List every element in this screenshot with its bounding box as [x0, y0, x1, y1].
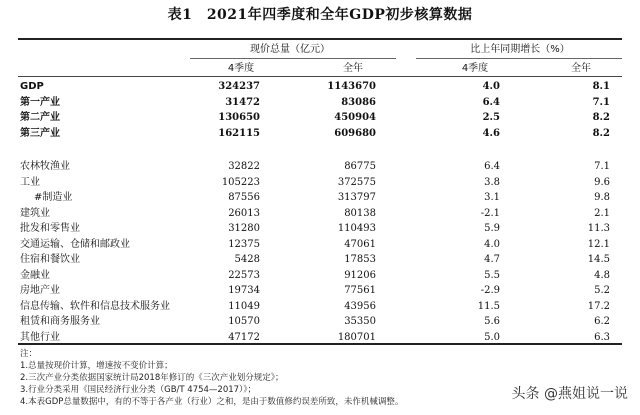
row-name: 农林牧渔业 — [20, 161, 70, 172]
header-growth-group: 比上年同期增长（%） — [470, 44, 570, 55]
year-total-cell: 313797 — [337, 192, 376, 203]
row-name: 住宿和餐饮业 — [20, 254, 80, 265]
year-total-cell: 77561 — [344, 285, 376, 296]
year-growth-cell: 6.3 — [594, 331, 610, 343]
q4-growth-cell: -2.1 — [480, 207, 500, 219]
row-name: #制造业 — [34, 192, 73, 203]
table-notes — [20, 348, 403, 408]
q4-growth-cell: 5.0 — [484, 331, 500, 343]
q4-growth-cell: -2.9 — [480, 285, 500, 296]
year-total-cell: 110493 — [337, 223, 376, 234]
q4-total-cell: 105223 — [221, 176, 260, 188]
year-total-cell: 450904 — [334, 112, 376, 123]
q4-total-cell: 324237 — [218, 81, 260, 92]
header-year-growth: 全年 — [571, 63, 591, 74]
table-row — [0, 237, 640, 252]
q4-growth-cell: 3.8 — [484, 176, 500, 188]
row-name: 其他行业 — [20, 331, 60, 343]
year-growth-cell: 8.1 — [592, 81, 610, 92]
q4-growth-cell: 3.1 — [484, 192, 500, 203]
q4-growth-cell: 5.9 — [484, 223, 500, 234]
top-rule — [18, 38, 622, 40]
table-row — [0, 110, 640, 125]
bottom-rule — [18, 343, 622, 345]
year-total-cell: 91206 — [344, 269, 376, 281]
note-line: 2.三次产业分类依据国家统计局2018年修订的《三次产业划分规定》； — [20, 373, 284, 383]
q4-growth-cell: 4.7 — [484, 254, 500, 265]
q4-growth-cell: 4.6 — [482, 127, 500, 139]
q4-total-cell: 87556 — [228, 192, 260, 203]
year-growth-cell: 12.1 — [587, 238, 610, 250]
note-line: 3.行业分类采用《国民经济行业分类（GB/T 4754—2017）》； — [20, 385, 257, 395]
year-growth-cell: 2.1 — [594, 207, 610, 219]
note-line: 4.本表GDP总量数据中，有的不等于各产业（行业）之和，是由于数值修约误差所致，未作机械调整。 — [20, 397, 404, 407]
year-growth-cell: 14.5 — [587, 254, 610, 265]
year-total-cell: 609680 — [334, 127, 376, 139]
q4-total-cell: 12375 — [228, 238, 260, 250]
year-growth-cell: 8.2 — [592, 112, 610, 123]
header-subline-total — [190, 58, 396, 59]
q4-total-cell: 5428 — [234, 254, 260, 265]
table-row — [0, 95, 640, 110]
year-total-cell: 80138 — [344, 207, 376, 219]
note-line: 1.总量按现价计算，增速按不变价计算； — [20, 361, 173, 371]
year-growth-cell: 9.6 — [594, 176, 610, 188]
table-row — [0, 159, 640, 174]
row-name: 租赁和商务服务业 — [20, 316, 100, 327]
table-row — [0, 79, 640, 94]
q4-growth-cell: 6.4 — [482, 96, 500, 108]
table-row — [0, 314, 640, 329]
q4-growth-cell: 5.5 — [484, 269, 500, 281]
q4-growth-cell: 6.4 — [484, 161, 500, 172]
year-total-cell: 1143670 — [327, 81, 376, 92]
year-growth-cell: 5.2 — [594, 285, 610, 296]
header-total-group: 现价总量（亿元） — [250, 44, 330, 55]
q4-total-cell: 26013 — [228, 207, 260, 219]
year-total-cell: 180701 — [337, 331, 376, 343]
year-growth-cell: 9.8 — [594, 192, 610, 203]
header-q4-growth: 4季度 — [461, 63, 489, 74]
header-subline-growth — [416, 58, 622, 59]
table-row — [0, 190, 640, 205]
header-q4-total: 4季度 — [227, 63, 255, 74]
table-title: 表1 2021年四季度和全年GDP初步核算数据 — [167, 7, 473, 23]
row-name: 信息传输、软件和信息技术服务业 — [20, 300, 170, 312]
row-name: 交通运输、仓储和邮政业 — [20, 238, 130, 250]
year-growth-cell: 4.8 — [594, 269, 610, 281]
q4-total-cell: 10570 — [228, 316, 260, 327]
q4-growth-cell: 2.5 — [482, 112, 500, 123]
q4-total-cell: 22573 — [228, 269, 260, 281]
watermark: 头条 @燕姐说一说 — [511, 386, 628, 402]
table-row — [0, 252, 640, 267]
table-row — [0, 299, 640, 314]
year-growth-cell: 8.2 — [592, 127, 610, 139]
q4-total-cell: 130650 — [218, 112, 260, 123]
row-name: 第二产业 — [20, 112, 60, 123]
note-line: 注： — [20, 349, 38, 359]
table-row — [0, 175, 640, 190]
q4-growth-cell: 4.0 — [484, 238, 500, 250]
year-total-cell: 35350 — [344, 316, 376, 327]
q4-total-cell: 47172 — [228, 331, 260, 343]
year-total-cell: 47061 — [344, 238, 376, 250]
q4-growth-cell: 5.6 — [484, 316, 500, 327]
row-name: 工业 — [20, 176, 40, 188]
row-name: 建筑业 — [20, 207, 50, 219]
q4-total-cell: 31280 — [228, 223, 260, 234]
year-growth-cell: 7.1 — [594, 161, 610, 172]
year-total-cell: 86775 — [344, 161, 376, 172]
year-total-cell: 83086 — [341, 96, 376, 108]
q4-total-cell: 31472 — [225, 96, 260, 108]
row-name: 第三产业 — [20, 127, 60, 139]
header-year-total: 全年 — [343, 63, 363, 74]
q4-total-cell: 11049 — [228, 300, 260, 312]
header-bottom-rule — [18, 76, 622, 77]
table-row — [0, 206, 640, 221]
year-total-cell: 43956 — [344, 300, 376, 312]
q4-total-cell: 32822 — [228, 161, 260, 172]
year-growth-cell: 17.2 — [587, 300, 610, 312]
q4-growth-cell: 11.5 — [477, 300, 500, 312]
q4-total-cell: 19734 — [228, 285, 260, 296]
year-total-cell: 17853 — [344, 254, 376, 265]
q4-growth-cell: 4.0 — [482, 81, 500, 92]
year-total-cell: 372575 — [337, 176, 376, 188]
q4-total-cell: 162115 — [218, 127, 260, 139]
table-row — [0, 126, 640, 141]
row-name: 金融业 — [20, 269, 50, 281]
table-row — [0, 268, 640, 283]
table-row — [0, 283, 640, 298]
row-name: 第一产业 — [20, 96, 60, 108]
row-name: 批发和零售业 — [20, 223, 80, 234]
table-row — [0, 221, 640, 236]
year-growth-cell: 6.2 — [594, 316, 610, 327]
year-growth-cell: 7.1 — [592, 96, 610, 108]
row-name: 房地产业 — [20, 285, 60, 296]
row-name: GDP — [20, 81, 44, 92]
year-growth-cell: 11.3 — [587, 223, 610, 234]
